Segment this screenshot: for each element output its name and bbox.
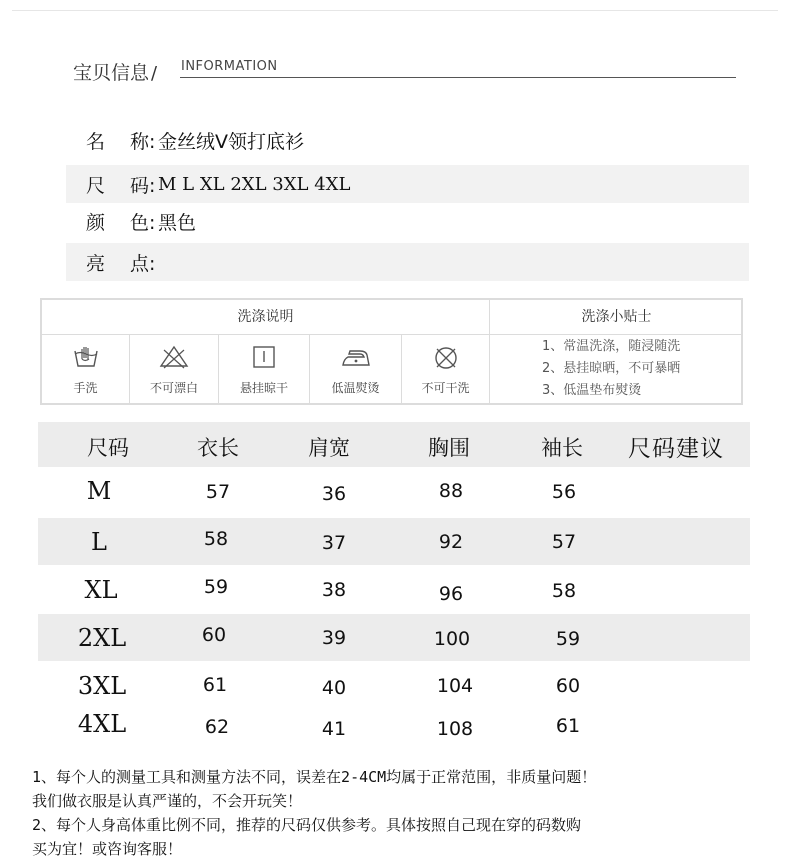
hand-wash-icon <box>73 345 99 369</box>
wash-instructions-title: 洗涤说明 <box>42 300 490 335</box>
care-item-hang-dry <box>219 335 310 403</box>
info-key-char: 码: <box>130 174 156 197</box>
col-header-chest: 胸围 <box>428 436 470 460</box>
col-header-length: 衣长 <box>197 436 239 460</box>
cell-length: 62 <box>204 716 230 738</box>
cell-shoulder: 41 <box>321 718 347 740</box>
col-header-shoulder: 肩宽 <box>308 436 350 460</box>
info-key-char: 点: <box>130 252 156 275</box>
cell-shoulder: 39 <box>321 627 347 649</box>
cell-sleeve: 57 <box>551 531 577 553</box>
wash-tip: 2、悬挂晾晒，不可暴晒 <box>542 361 681 376</box>
care-label: 低温熨烫 <box>331 381 380 395</box>
cell-chest: 108 <box>436 718 474 740</box>
info-value-name: 金丝绒V领打底衫 <box>158 130 304 153</box>
cell-size: 3XL <box>77 672 127 700</box>
col-header-size: 尺码 <box>87 436 129 460</box>
cell-sleeve: 59 <box>555 628 581 650</box>
cell-sleeve: 60 <box>555 675 581 697</box>
table-row <box>38 705 750 752</box>
cell-chest: 96 <box>438 583 464 605</box>
care-item-no-bleach <box>130 335 219 403</box>
low-iron-icon <box>340 345 372 369</box>
no-bleach-icon <box>159 345 189 369</box>
table-row <box>38 518 750 565</box>
info-value-sizes: M L XL 2XL 3XL 4XL <box>158 173 351 195</box>
cell-length: 60 <box>201 624 227 646</box>
table-row <box>38 470 750 517</box>
info-row-name <box>66 121 749 159</box>
no-dry-clean-icon <box>432 345 460 371</box>
cell-sleeve: 56 <box>551 481 577 503</box>
cell-chest: 88 <box>438 480 464 502</box>
care-instructions-panel <box>40 298 743 405</box>
note-line: 买为宜！或咨询客服！ <box>32 840 183 858</box>
table-row <box>38 662 750 709</box>
col-header-sleeve: 袖长 <box>541 436 583 460</box>
care-label: 不可干洗 <box>421 381 470 395</box>
cell-chest: 100 <box>433 628 471 650</box>
info-key-char: 称: <box>130 130 156 153</box>
size-table-header <box>38 422 750 467</box>
note-line: 我们做衣服是认真严谨的，不会开玩笑！ <box>32 792 303 810</box>
cell-sleeve: 58 <box>551 580 577 602</box>
cell-size: 2XL <box>77 624 127 652</box>
info-key-char: 颜 <box>86 211 106 234</box>
care-item-low-iron <box>310 335 402 403</box>
care-item-hand-wash <box>42 335 130 403</box>
care-label: 不可漂白 <box>149 381 198 395</box>
care-label: 悬挂晾干 <box>239 381 288 395</box>
info-key-char: 色: <box>130 211 156 234</box>
wash-tip: 3、低温垫布熨烫 <box>542 383 642 398</box>
wash-tips-list <box>492 336 743 402</box>
cell-size: L <box>91 528 107 556</box>
care-item-no-dry-clean <box>402 335 490 403</box>
sizing-notes <box>32 765 784 861</box>
wash-tips-title: 洗涤小贴士 <box>490 300 743 335</box>
cell-size: XL <box>84 576 118 604</box>
hang-dry-icon <box>251 345 277 369</box>
cell-shoulder: 37 <box>321 532 347 554</box>
info-key-char: 亮 <box>86 252 106 275</box>
cell-length: 58 <box>203 528 229 550</box>
cell-shoulder: 36 <box>321 483 347 505</box>
note-line: 2、每个人身高体重比例不同，推荐的尺码仅供参考。具体按照自己现在穿的码数购 <box>32 816 582 834</box>
info-row-highlights <box>66 243 749 281</box>
wash-tip: 1、常温洗涤，随浸随洗 <box>542 339 681 354</box>
cell-length: 57 <box>205 481 231 503</box>
section-header <box>73 58 278 85</box>
header-title-cn: 宝贝信息 <box>73 62 150 84</box>
cell-shoulder: 40 <box>321 677 347 699</box>
table-row <box>38 614 750 661</box>
note-line: 1、每个人的测量工具和测量方法不同，误差在2-4CM均属于正常范围，非质量问题！ <box>32 768 597 786</box>
cell-size: M <box>86 477 112 505</box>
col-header-advice: 尺码建议 <box>628 436 724 462</box>
header-divider <box>180 77 736 78</box>
info-key-char: 名 <box>86 130 106 153</box>
cell-shoulder: 38 <box>321 579 347 601</box>
header-title-en: INFORMATION <box>181 59 278 74</box>
cell-chest: 104 <box>436 675 474 697</box>
cell-length: 61 <box>202 674 228 696</box>
table-row <box>38 566 750 613</box>
cell-length: 59 <box>203 576 229 598</box>
info-key-char: 尺 <box>86 174 106 197</box>
info-row-color <box>66 202 749 240</box>
cell-size: 4XL <box>77 710 127 738</box>
info-row-sizes <box>66 165 749 203</box>
header-slash: / <box>151 63 158 84</box>
info-value-color: 黑色 <box>158 211 197 234</box>
cell-sleeve: 61 <box>555 715 581 737</box>
care-label: 手洗 <box>73 381 98 395</box>
cell-chest: 92 <box>438 531 464 553</box>
